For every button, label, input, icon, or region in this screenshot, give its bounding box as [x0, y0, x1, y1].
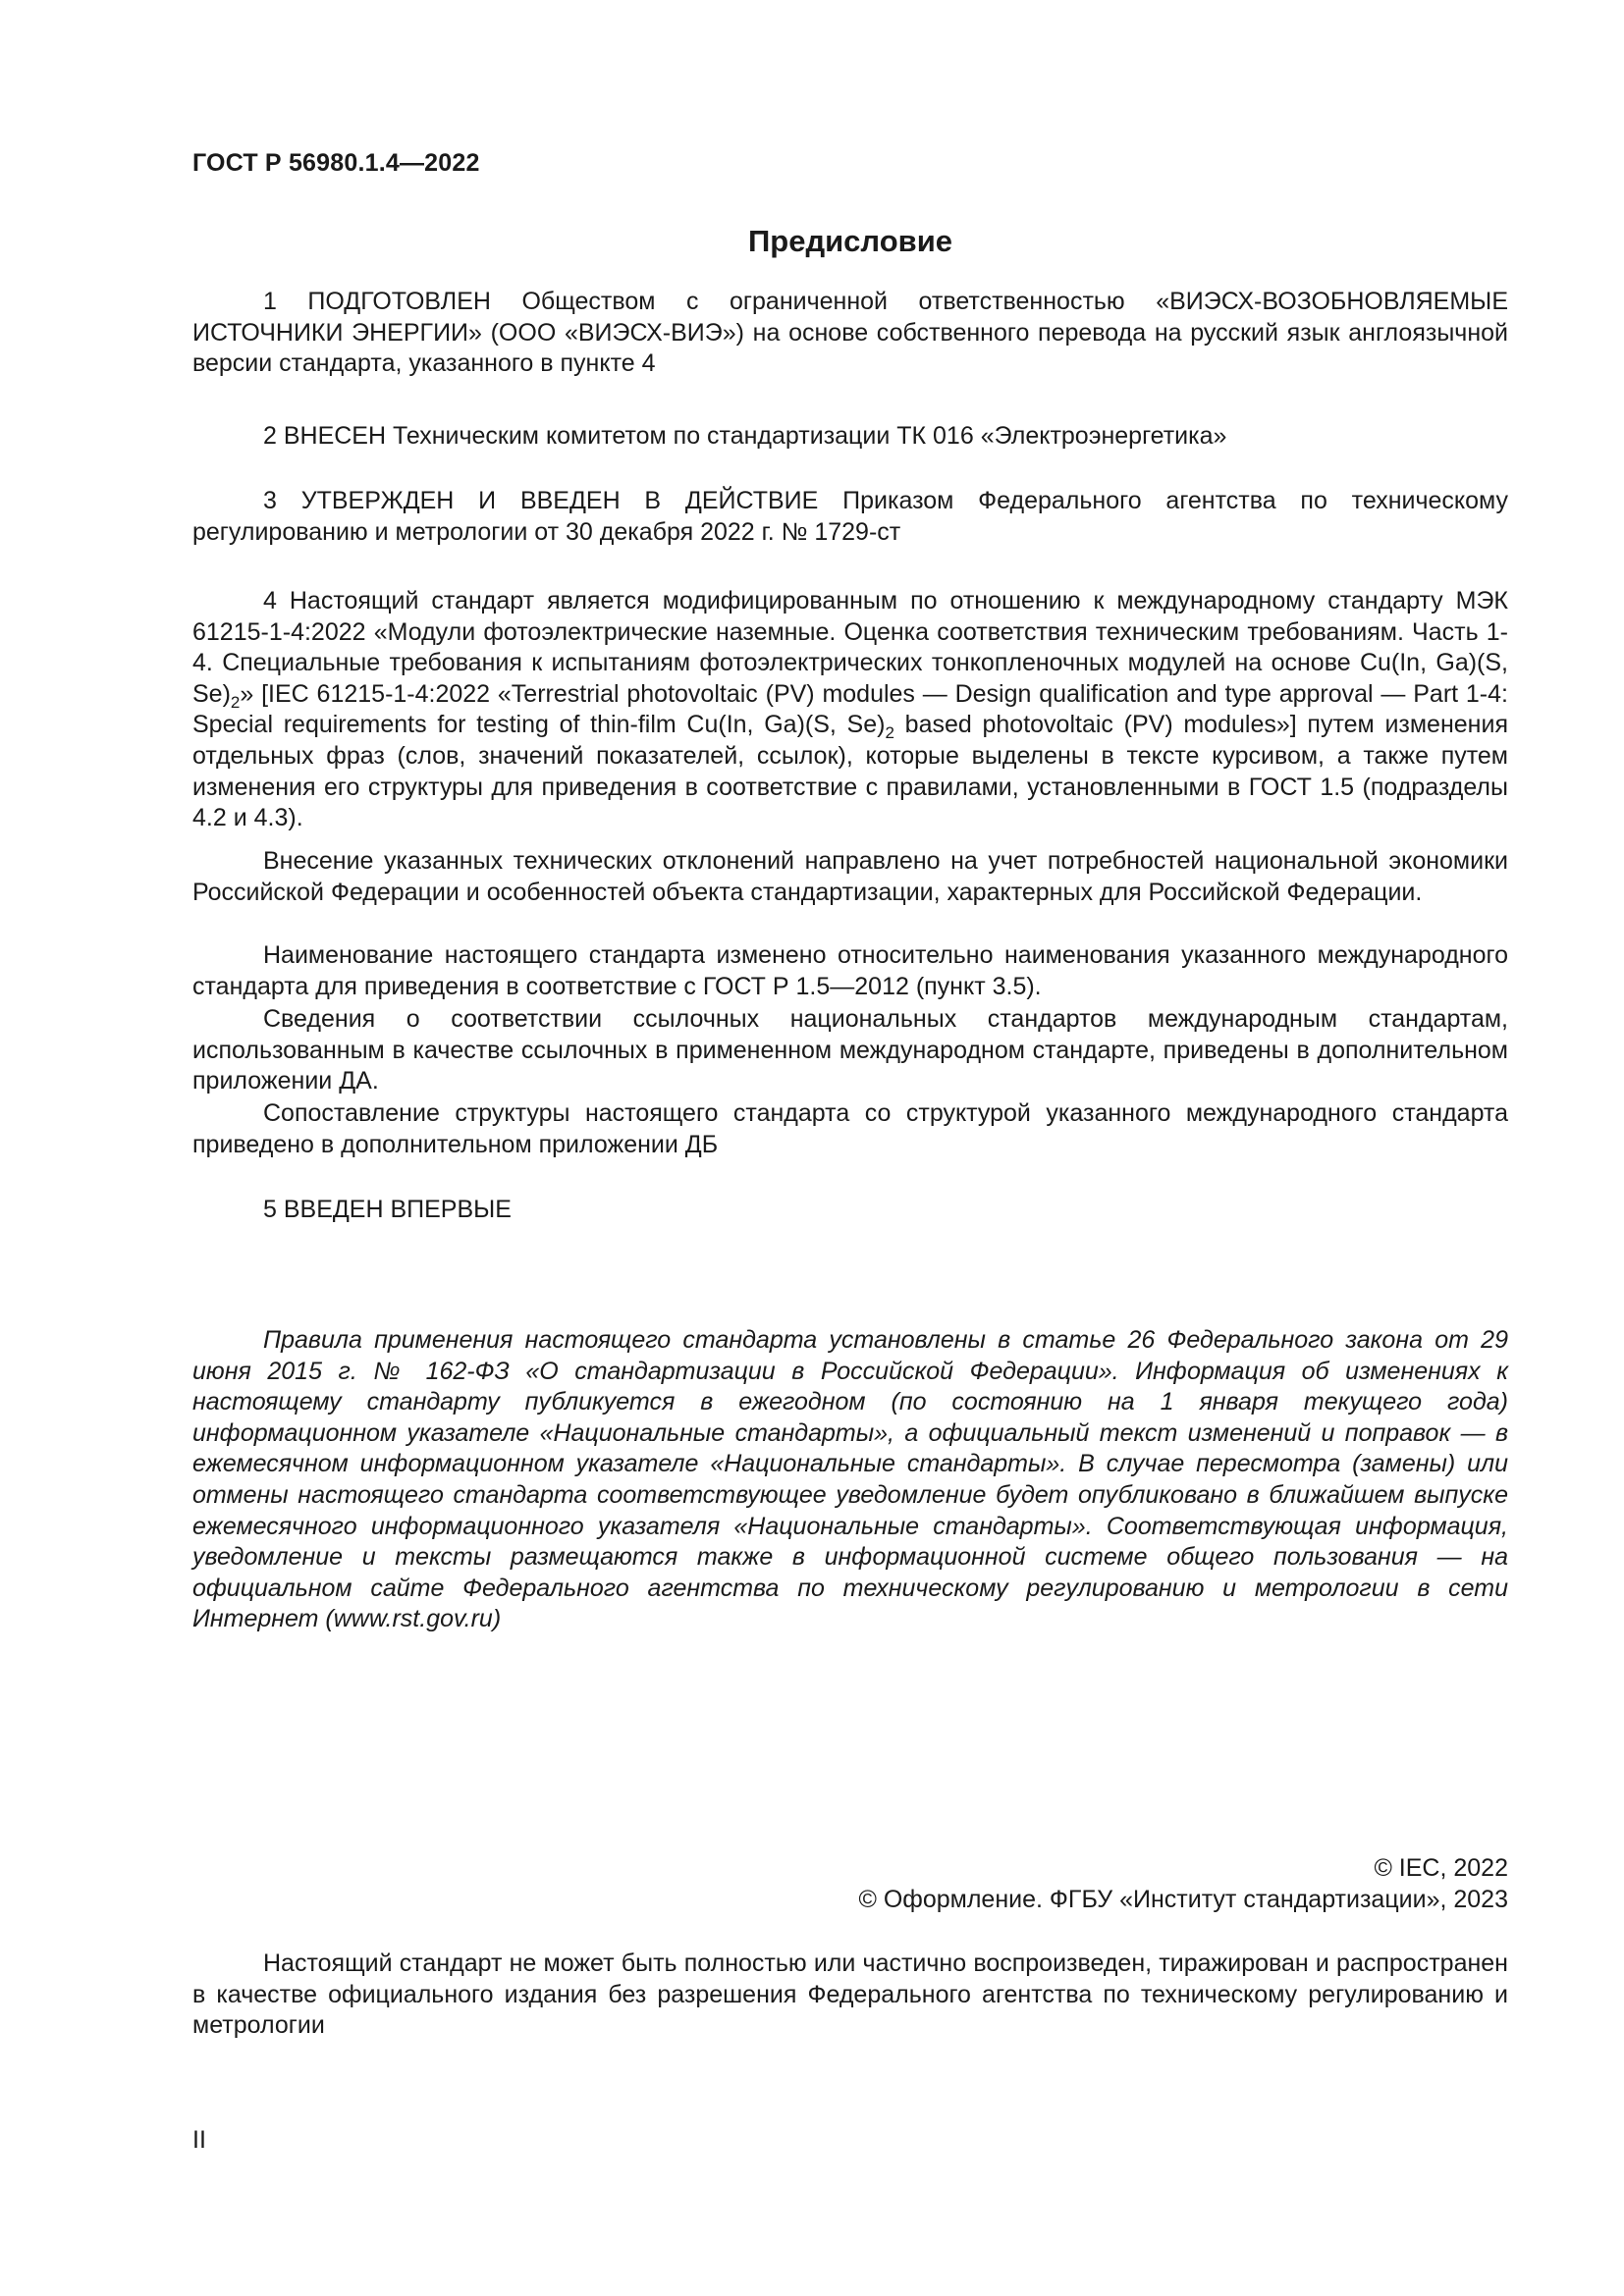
reproduction-notice: Настоящий стандарт не может быть полностью или частично воспроизведен, тиражирован и распространен в качестве официального издания без разрешения Федерального агентства по техническому регулированию и метрологии — [192, 1949, 1508, 2040]
foreword-item-3: 3 УТВЕРЖДЕН И ВВЕДЕН В ДЕЙСТВИЕ Приказом Федерального агентства по техническому регулированию и метрологии от 30 декабря 2022 г. № 1729-ст — [192, 487, 1508, 546]
document-page — [192, 0, 1508, 2296]
foreword-item-5: 5 ВВЕДЕН ВПЕРВЫЕ — [263, 1196, 512, 1223]
subscript-2: 2 — [230, 692, 241, 712]
foreword-item-4-deviations: Внесение указанных технических отклонений направлено на учет потребностей национальной экономики Российской Федерации и особенностей объекта стандартизации, характерных для Российской Федерации. — [192, 847, 1508, 906]
page-title: Предисловие — [747, 224, 952, 258]
subscript-2: 2 — [885, 723, 894, 743]
foreword-item-4-references: Сведения о соответствии ссылочных национальных стандартов международным стандартам, использованным в качестве ссылочных в примененном международном стандарте, приведены в дополнительном приложении ДА. — [192, 1005, 1508, 1095]
foreword-item-4 — [192, 586, 1508, 834]
foreword-item-4-name-change: Наименование настоящего стандарта изменено относительно наименования указанного международного стандарта для приведения в соответствие с ГОСТ Р 1.5—2012 (пункт 3.5). — [192, 941, 1508, 1000]
foreword-item-4-structure: Сопоставление структуры настоящего стандарта со структурой указанного международного стандарта приведено в дополнительном приложении ДБ — [192, 1099, 1508, 1158]
foreword-item-1: 1 ПОДГОТОВЛЕН Обществом с ограниченной ответственностью «ВИЭСХ-ВОЗОБНОВЛЯЕМЫЕ ИСТОЧНИКИ ЭНЕРГИИ» (ООО «ВИЭСХ-ВИЭ») на основе собственного перевода на русский язык англоязычной версии стандарта, указанного в пункте 4 — [192, 288, 1508, 378]
item-4-text-a: 4 Настоящий стандарт является модифицированным по отношению к международному стандарту МЭК 61215-1-4:2022 «Модули фотоэлектрические наземные. Оценка соответствия техническим требованиям. Часть 1-4. Специальные требования к испытаниям фотоэлектрических тонкопленочных модулей на основе Cu(In, Ga)(S, Se) — [192, 587, 1508, 708]
copyright-iec: © IEC, 2022 — [1374, 1854, 1508, 1882]
item-4-text-c: based photovoltaic (PV) modules»] путем изменения отдельных фраз (слов, значений показателей, ссылок), которые выделены в тексте курсивом, а также путем изменения его структуры для приведения в соответствие с правилами, установленными в ГОСТ 1.5 (подразделы 4.2 и 4.3). — [192, 711, 1508, 832]
foreword-item-2: 2 ВНЕСЕН Техническим комитетом по стандартизации ТК 016 «Электроэнергетика» — [263, 422, 1227, 450]
page-number: II — [192, 2126, 206, 2154]
copyright-design: © Оформление. ФГБУ «Институт стандартизации», 2023 — [858, 1886, 1508, 1913]
document-header: ГОСТ Р 56980.1.4—2022 — [192, 149, 480, 177]
rules-of-application-note: Правила применения настоящего стандарта установлены в статье 26 Федерального закона от 29 июня 2015 г. № 162-ФЗ «О стандартизации в Российской Федерации». Информация об изменениях к настоящему стандарту публикуется в ежегодном (по состоянию на 1 января текущего года) информационном указателе «Национальные стандарты», а официальный текст изменений и поправок — в ежемесячном информационном указателе «Национальные стандарты». В случае пересмотра (замены) или отмены настоящего стандарта соответствующее уведомление будет опубликовано в ближайшем выпуске ежемесячного информационного указателя «Национальные стандарты». Соответствующая информация, уведомление и тексты размещаются также в информационной системе общего пользования — на официальном сайте Федерального агентства по техническому регулированию и метрологии в сети Интернет (www.rst.gov.ru) — [192, 1326, 1508, 1633]
item-4-text-b: » [IEC 61215-1-4:2022 «Terrestrial photovoltaic (PV) modules — Design qualification and type approval — Part 1-4: Special requirements for testing of thin-film Cu(In, Ga)(S, Se) — [192, 679, 1508, 739]
